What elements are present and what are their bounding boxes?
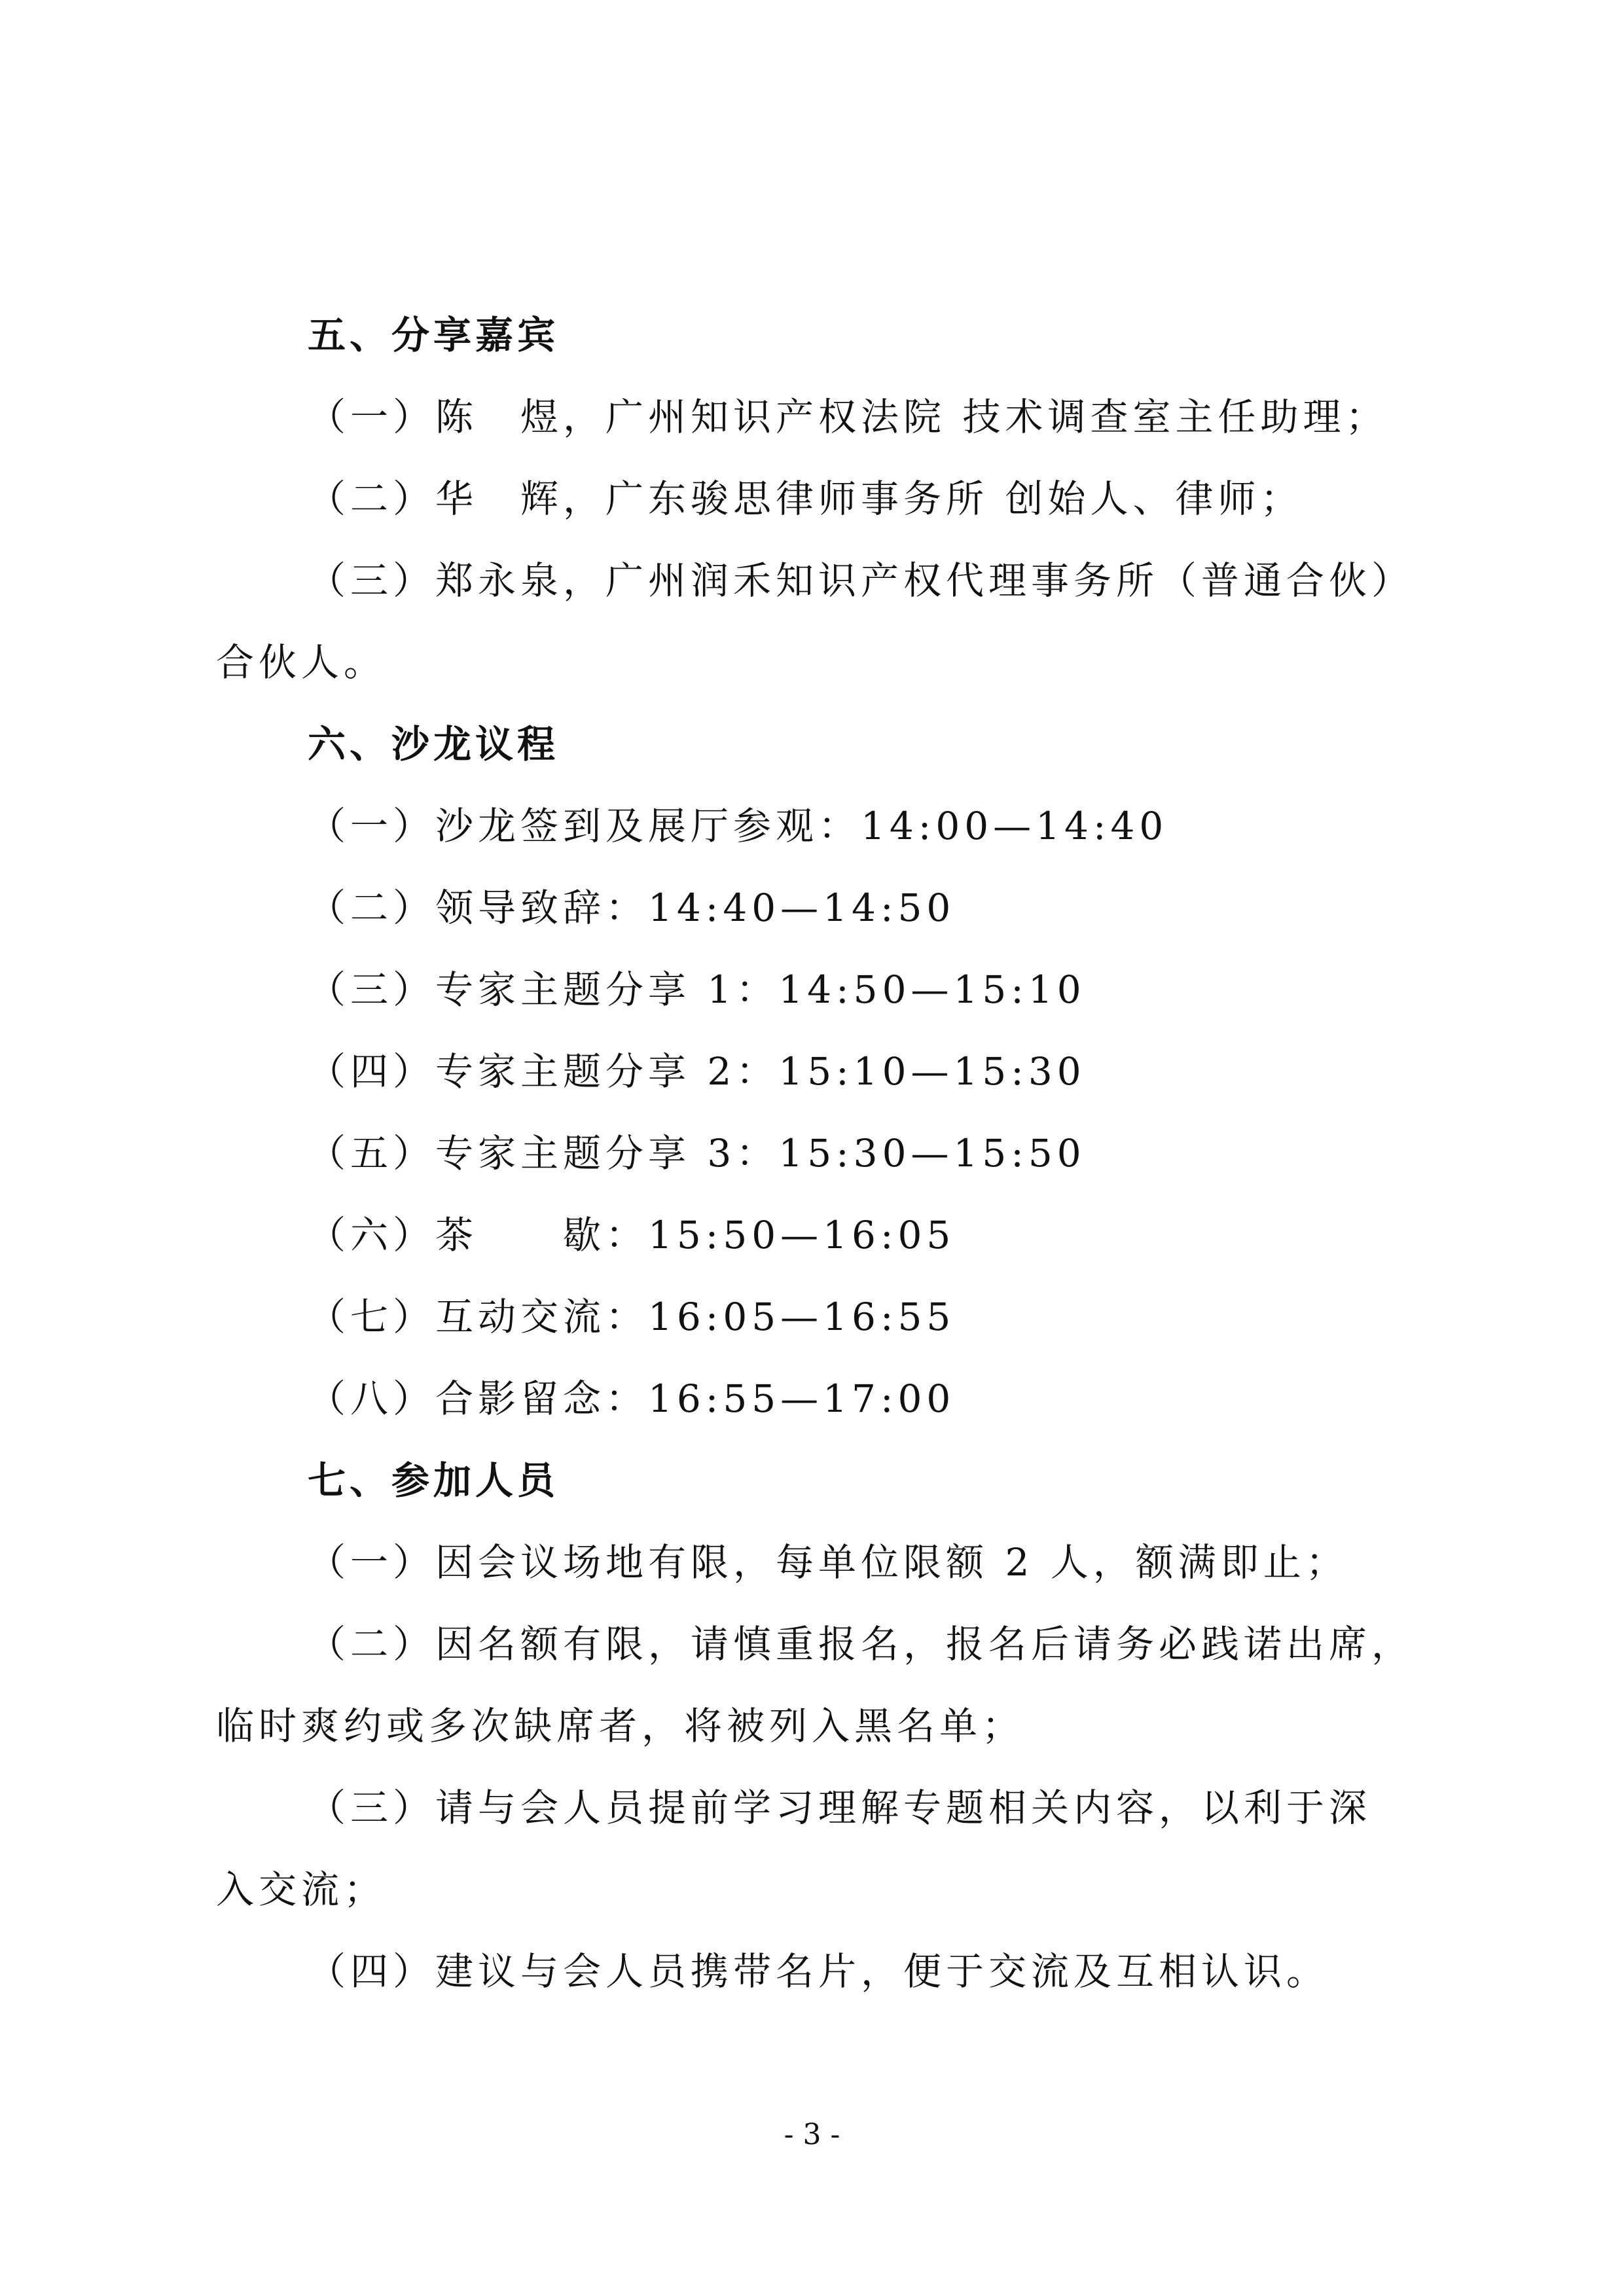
section-heading-participants: 七、参加人员 [308,1458,560,1503]
agenda-item: （一）沙龙签到及展厅参观：14:00—14:40 [308,804,1168,848]
participant-item: （四）建议与会人员携带名片，便于交流及互相认识。 [308,1949,1329,1994]
section-heading-guests: 五、分享嘉宾 [308,313,560,357]
agenda-item: （二）领导致辞：14:40—14:50 [308,886,956,930]
agenda-item: （六）茶 歇：15:50—16:05 [308,1213,956,1257]
participant-item: （一）因会议场地有限，每单位限额 2 人，额满即止； [308,1540,1348,1585]
guest-item-continuation: 合伙人。 [216,640,387,685]
page-number: - 3 - [784,2118,840,2151]
agenda-item: （五）专家主题分享 3：15:30—15:50 [308,1131,1086,1175]
participant-item-continuation: 临时爽约或多次缺席者，将被列入黑名单； [216,1704,1025,1748]
guest-item: （三）郑永泉，广州润禾知识产权代理事务所（普通合伙） [308,558,1415,603]
agenda-item: （四）专家主题分享 2：15:10—15:30 [308,1049,1086,1094]
participant-item-continuation: 入交流； [216,1867,387,1912]
participant-item: （二）因名额有限，请慎重报名，报名后请务必践诺出席， [308,1622,1415,1666]
agenda-item: （七）互动交流：16:05—16:55 [308,1295,956,1339]
agenda-item: （八）合影留念：16:55—17:00 [308,1376,956,1421]
guest-item: （二）华 辉，广东骏思律师事务所 创始人、律师； [308,476,1303,521]
agenda-item: （三）专家主题分享 1：14:50—15:10 [308,967,1086,1012]
participant-item: （三）请与会人员提前学习理解专题相关内容，以利于深 [308,1785,1372,1830]
section-heading-agenda: 六、沙龙议程 [308,722,560,766]
guest-item: （一）陈 煜，广州知识产权法院 技术调查室主任助理； [308,395,1388,439]
